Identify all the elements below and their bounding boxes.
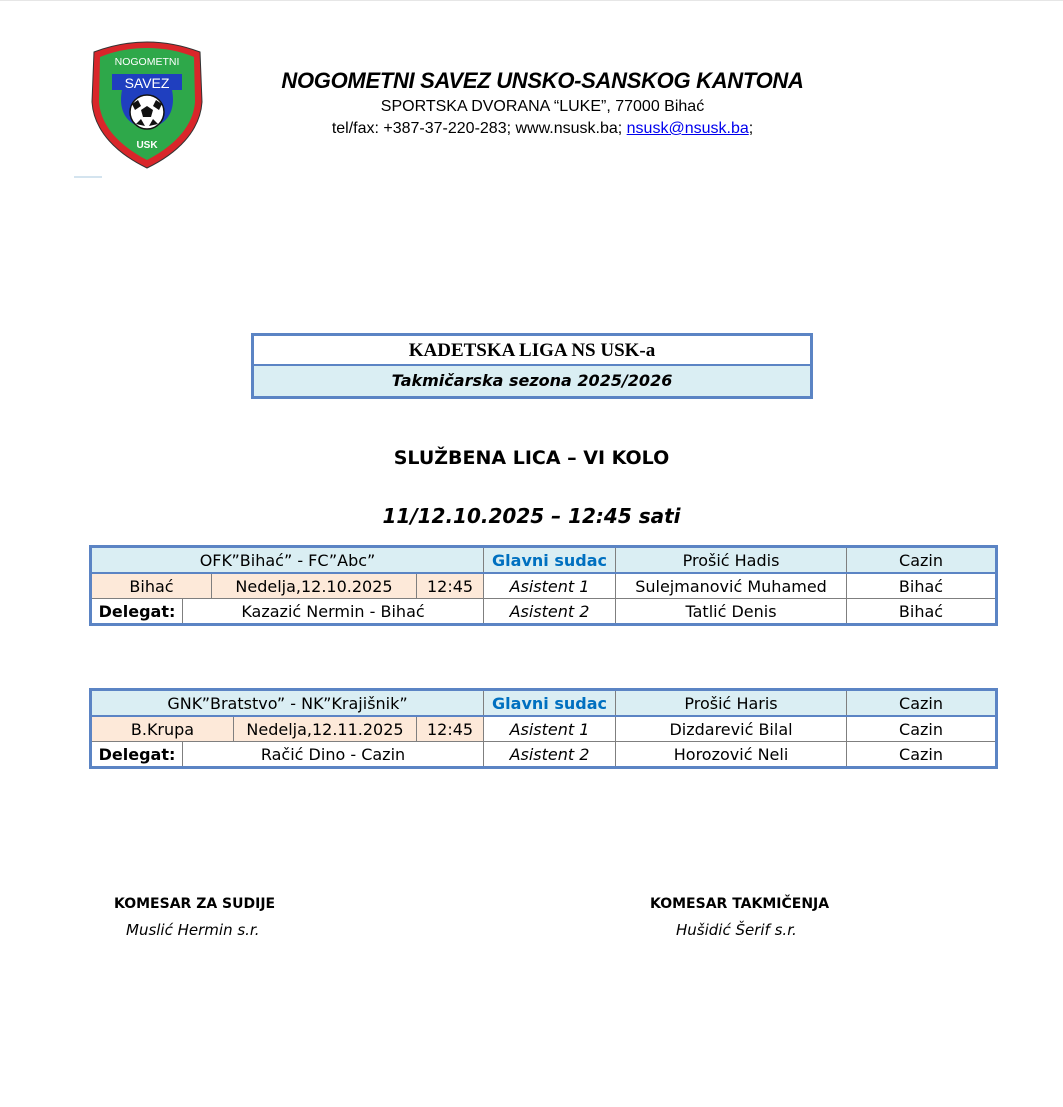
official-name: Horozović Neli	[616, 742, 847, 768]
match-date: Nedelja,12.10.2025	[212, 573, 417, 599]
signature-role: KOMESAR TAKMIČENJA	[650, 896, 830, 912]
official-role: Glavni sudac	[484, 547, 616, 574]
match-teams: OFK”Bihać” - FC”Abc”	[91, 547, 484, 574]
official-name: Prošić Hadis	[616, 547, 847, 574]
table-row	[91, 547, 997, 574]
official-city: Cazin	[847, 716, 997, 742]
league-season: Takmičarska sezona 2025/2026	[254, 366, 810, 396]
logo-bottom-text: USK	[136, 140, 158, 151]
organization-contact	[270, 118, 815, 140]
document-subtitle: 11/12.10.2025 – 12:45 sati	[382, 504, 681, 528]
signature-name: Hušidić Šerif s.r.	[676, 921, 797, 939]
match-table	[89, 688, 998, 769]
official-city: Cazin	[847, 547, 997, 574]
official-name: Dizdarević Bilal	[616, 716, 847, 742]
page-top-edge	[0, 0, 1063, 1]
table-row	[91, 716, 997, 742]
official-name: Prošić Haris	[616, 690, 847, 717]
match-teams: GNK”Bratstvo” - NK”Krajišnik”	[91, 690, 484, 717]
delegate-name: Račić Dino - Cazin	[183, 742, 484, 768]
delegate-name: Kazazić Nermin - Bihać	[183, 599, 484, 625]
contact-phone-web: tel/fax: +387-37-220-283; www.nsusk.ba;	[331, 120, 627, 137]
match-venue: B.Krupa	[91, 716, 234, 742]
document-title: SLUŽBENA LICA – VI KOLO	[393, 447, 670, 469]
table-row	[91, 573, 997, 599]
signature-role: KOMESAR ZA SUDIJE	[114, 896, 276, 912]
official-city: Bihać	[847, 599, 997, 625]
signature-block-referees	[114, 896, 275, 939]
league-name: KADETSKA LIGA NS USK-a	[254, 336, 810, 366]
logo-underline	[74, 176, 102, 178]
official-role: Glavni sudac	[484, 690, 616, 717]
official-role: Asistent 1	[484, 716, 616, 742]
signature-block-competition	[650, 896, 829, 939]
organization-address: SPORTSKA DVORANA “LUKE”, 77000 Bihać	[380, 98, 705, 115]
table-row	[91, 599, 997, 625]
delegate-label: Delegat:	[91, 742, 183, 768]
match-time: 12:45	[417, 573, 484, 599]
official-name: Sulejmanović Muhamed	[616, 573, 847, 599]
official-city: Bihać	[847, 573, 997, 599]
match-table	[89, 545, 998, 626]
league-box	[251, 333, 813, 399]
official-role: Asistent 2	[484, 742, 616, 768]
official-city: Cazin	[847, 690, 997, 717]
logo-top-text: NOGOMETNI	[114, 56, 180, 68]
table-row	[91, 742, 997, 768]
official-city: Cazin	[847, 742, 997, 768]
official-role: Asistent 1	[484, 573, 616, 599]
official-name: Tatlić Denis	[616, 599, 847, 625]
match-time: 12:45	[417, 716, 484, 742]
letterhead	[270, 66, 815, 140]
signature-name: Muslić Hermin s.r.	[126, 921, 260, 939]
match-date: Nedelja,12.11.2025	[234, 716, 417, 742]
organization-name: NOGOMETNI SAVEZ UNSKO-SANSKOG KANTONA	[281, 68, 804, 93]
match-venue: Bihać	[91, 573, 212, 599]
email-link[interactable]: nsusk@nsusk.ba	[626, 120, 749, 137]
nsusk-logo	[88, 40, 206, 170]
table-row	[91, 690, 997, 717]
contact-suffix: ;	[748, 120, 754, 137]
delegate-label: Delegat:	[91, 599, 183, 625]
official-role: Asistent 2	[484, 599, 616, 625]
shield-logo-icon	[88, 40, 206, 170]
logo-middle-text: SAVEZ	[124, 75, 170, 91]
